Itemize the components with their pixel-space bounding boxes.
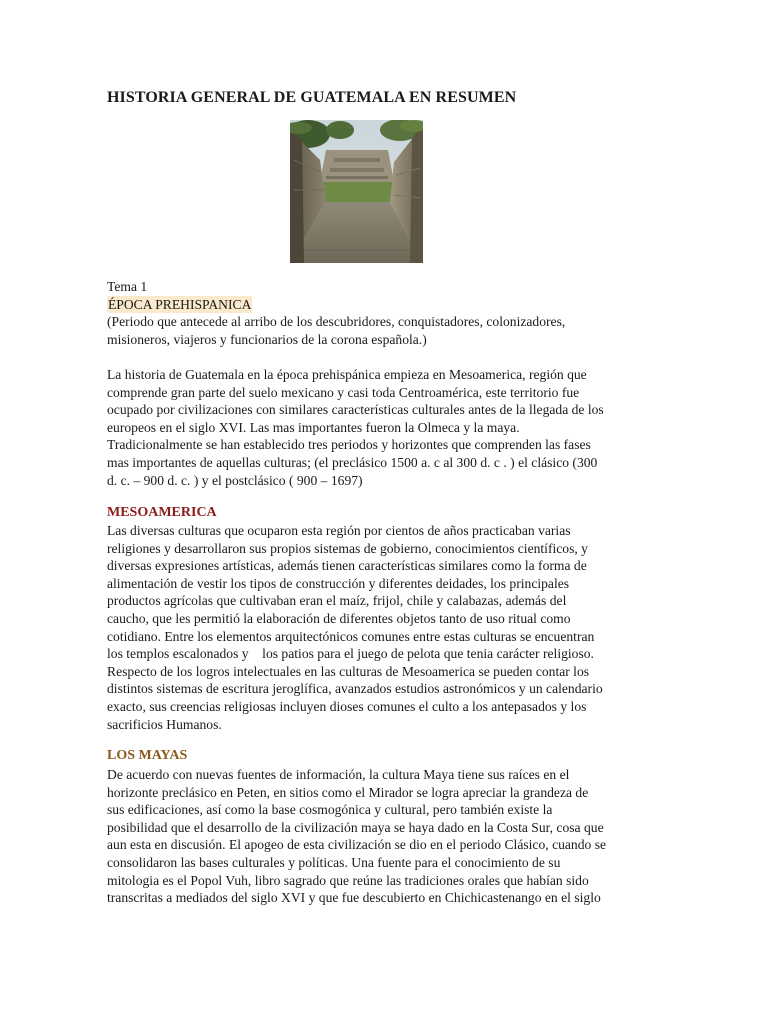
ruins-ballcourt-photo	[290, 120, 423, 263]
tema-line: (Periodo que antecede al arribo de los descubridores, conquistadores, colonizadores,	[107, 314, 566, 330]
intro-line: Tradicionalmente se han establecido tres periodos y horizontes que comprenden las fases	[107, 437, 591, 453]
intro-line: comprende gran parte del suelo mexicano y casi toda Centroamérica, este territorio fue	[107, 384, 580, 400]
mayas-line: posibilidad que el desarrollo de la civilización maya se haya dado en la Costa Sur, cosa que	[107, 819, 604, 835]
intro-line: mas importantes de aquellas culturas; (el preclásico 1500 a. c al 300 d. c . ) el clásico (300	[107, 454, 598, 470]
mesoamerica-line: alimentación de vestir los tipos de construcción y diferentes deidades, los principales	[107, 575, 570, 591]
mayas-line: consolidaron las bases culturales y políticas. Una fuente para el conocimiento de su	[107, 854, 561, 870]
mayas-line: horizonte preclásico en Peten, en sitios como el Mirador se logra apreciar la grandeza de	[107, 784, 589, 800]
intro-line: d. c. – 900 d. c. ) y el postclásico ( 900 – 1697)	[107, 472, 363, 488]
mayas-paragraph	[107, 766, 667, 907]
tema-heading: ÉPOCA PREHISPANICA	[108, 296, 252, 312]
mesoamerica-line: caucho, que les permitió la elaboración de diferentes objetos tanto de uso ritual como	[107, 610, 571, 626]
mesoamerica-heading: MESOAMERICA	[107, 505, 217, 520]
mesoamerica-line: productos agrícolas que cultivaban eran el maíz, frijol, chile y calabazas, además del	[107, 593, 567, 609]
mayas-heading: LOS MAYAS	[107, 748, 188, 763]
mesoamerica-line: distintos sistemas de escritura jeroglífica, avanzados estudios astronómicos y un calendario	[107, 681, 603, 697]
tema-label: Tema 1	[107, 279, 148, 294]
document-title: HISTORIA GENERAL DE GUATEMALA EN RESUMEN	[107, 89, 517, 106]
mesoamerica-line: exacto, sus creencias religiosas incluyen dioses comunes el culto a los antepasados y los	[107, 698, 587, 714]
intro-line: europeos en el siglo XVI. Las mas importantes fueron la Olmeca y la maya.	[107, 419, 520, 435]
mesoamerica-line: sacrificios Humanos.	[107, 716, 222, 732]
tema-line: misioneros, viajeros y funcionarios de la corona española.)	[107, 331, 427, 347]
intro-paragraph	[107, 366, 667, 489]
mayas-line: mitologia es el Popol Vuh, libro sagrado que reúne las tradiciones orales que habían sido	[107, 872, 589, 888]
mesoamerica-line: los templos escalonados y los patios para el juego de pelota que tenia carácter religioso.	[107, 646, 594, 662]
mayas-line: aun esta en discusión. El apogeo de esta civilización se dio en el periodo Clásico, cuando se	[107, 837, 607, 853]
intro-line: ocupado por civilizaciones con similares características culturales antes de la llegada de los	[107, 402, 604, 418]
mayas-line: De acuerdo con nuevas fuentes de información, la cultura Maya tiene sus raíces en el	[107, 767, 570, 782]
mayas-line: transcritas a mediados del siglo XVI y que fue descubierto en Chichicastenango en el siglo	[107, 890, 601, 906]
mesoamerica-paragraph	[107, 522, 667, 733]
tema-section	[107, 278, 667, 348]
mesoamerica-line: diversas expresiones artísticas, además tienen características similares como la forma de	[107, 558, 587, 574]
mesoamerica-line: Respecto de los logros intelectuales en las culturas de Mesoamerica se pueden contar los	[107, 663, 590, 679]
mesoamerica-line: religiones y desarrollaron sus propios sistemas de gobierno, conocimientos científicos, y	[107, 540, 588, 556]
mayas-line: sus edificaciones, así como la base cosmogónica y cultural, pero también existe la	[107, 802, 553, 818]
mesoamerica-line: cotidiano. Entre los elementos arquitectónicos comunes entre estas culturas se encuentran	[107, 628, 595, 644]
mesoamerica-line: Las diversas culturas que ocuparon esta región por cientos de años practicaban varias	[107, 523, 571, 538]
intro-line: La historia de Guatemala en la época prehispánica empieza en Mesoamerica, región que	[107, 367, 587, 382]
